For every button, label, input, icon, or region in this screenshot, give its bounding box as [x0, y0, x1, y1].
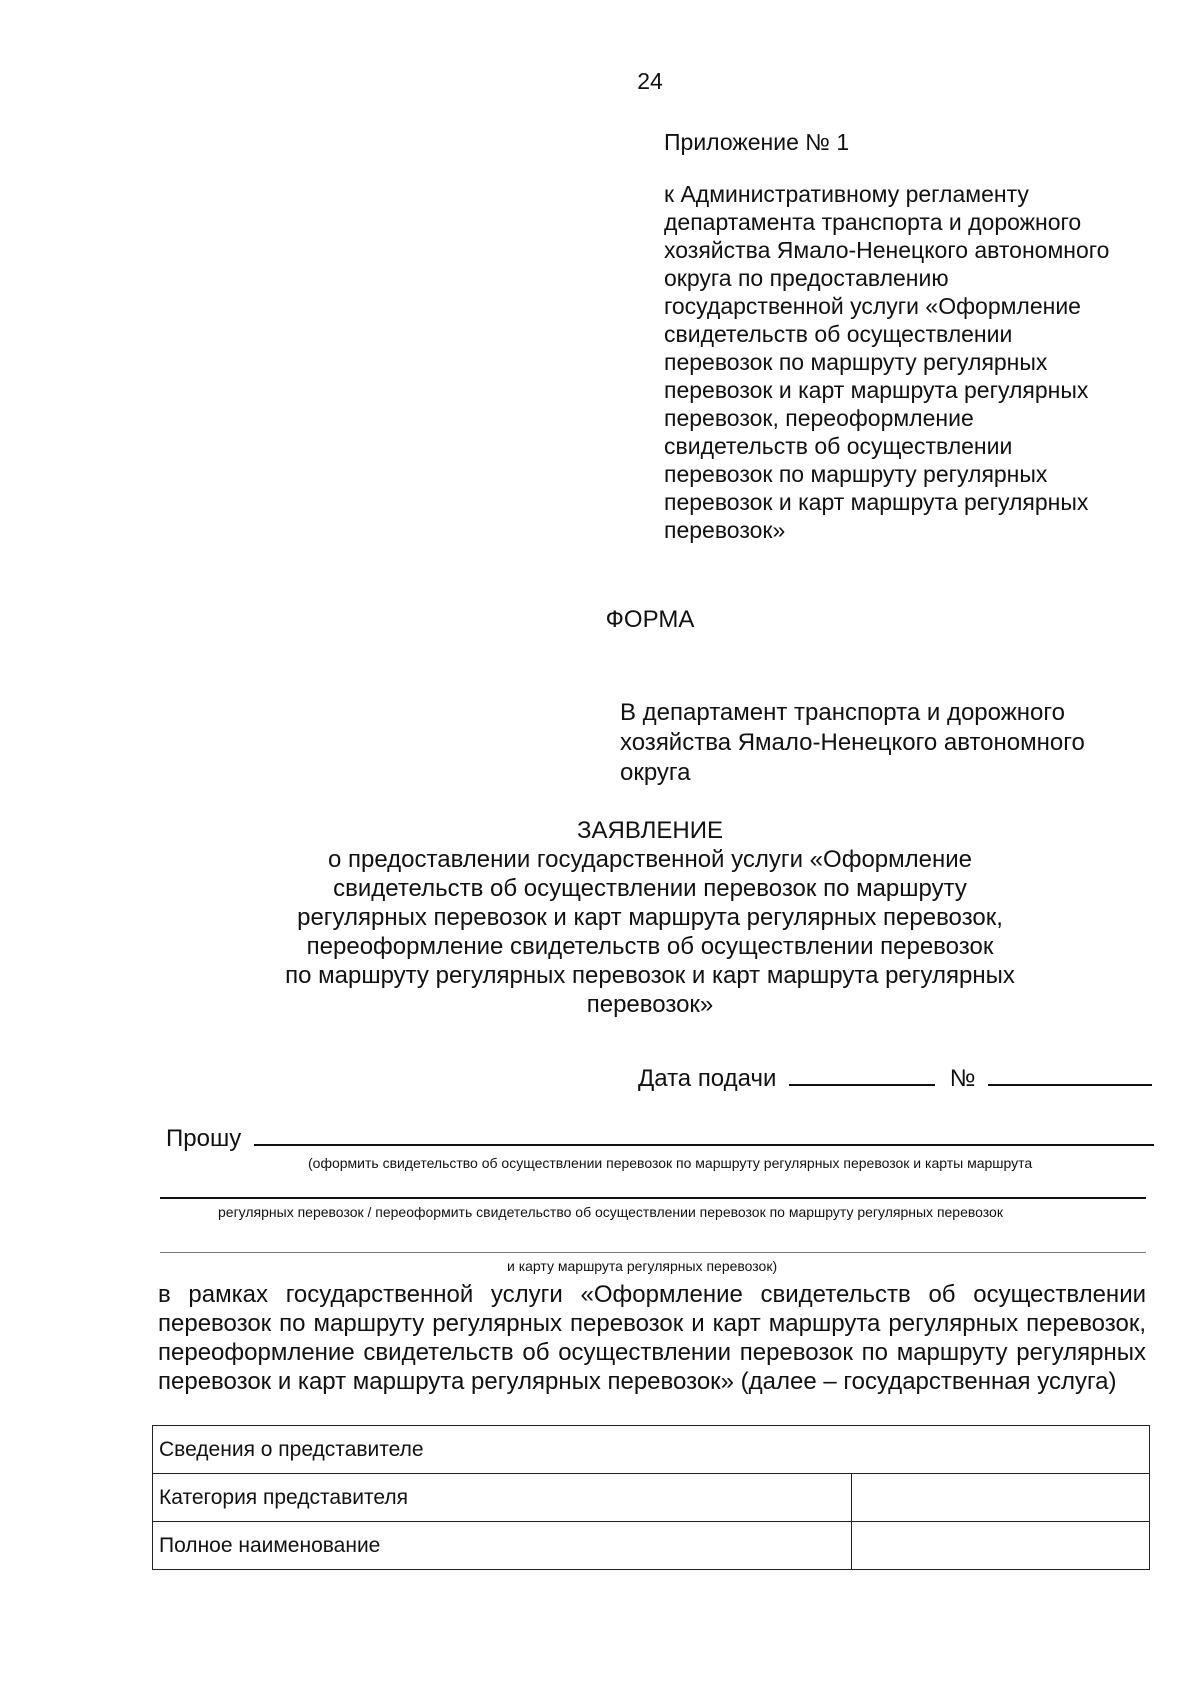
appendix-line: свидетельств об осуществлении: [664, 321, 1013, 347]
request-hint: регулярных перевозок / переоформить свидетельство об осуществлении перевозок по маршруту регулярных перевозок: [218, 1204, 1003, 1220]
addressee-line: хозяйства Ямало-Ненецкого автономного: [620, 729, 1085, 756]
number-field[interactable]: [988, 1062, 1152, 1086]
statement-line: о предоставлении государственной услуги «Оформление: [328, 846, 972, 873]
request-field-line-3[interactable]: [160, 1252, 1146, 1253]
table-row: [153, 1474, 1150, 1522]
request-hint: (оформить свидетельство об осуществлении перевозок по маршруту регулярных перевозок и карты маршрута: [308, 1155, 1033, 1171]
appendix-line: свидетельств об осуществлении: [664, 433, 1013, 459]
appendix-block: [664, 128, 1164, 544]
appendix-line: перевозок, переоформление: [664, 405, 974, 431]
statement-line: регулярных перевозок и карт маршрута регулярных перевозок,: [297, 904, 1003, 931]
appendix-line: перевозок по маршруту регулярных: [664, 349, 1048, 375]
statement-title: ЗАЯВЛЕНИЕ: [577, 817, 723, 844]
appendix-line: к Административному регламенту: [664, 181, 1029, 207]
request-row: [166, 1122, 1154, 1153]
row-label: Полное наименование: [153, 1522, 852, 1570]
addressee-block: [620, 698, 1140, 788]
page-number: 24: [637, 68, 663, 94]
request-field[interactable]: [254, 1122, 1154, 1146]
appendix-line: государственной услуги «Оформление: [664, 293, 1081, 319]
body-paragraph: в рамках государственной услуги «Оформление свидетельств об осуществлении перевозок по маршруту регулярных перевозок и карт маршрута регулярных перевозок, переоформление свидетельств об осуществлении перевозок по маршруту регулярных перевозок и карт маршрута регулярных перевозок» (далее – государственная услуга): [158, 1281, 1146, 1395]
number-label: №: [949, 1065, 976, 1092]
appendix-line: департамента транспорта и дорожного: [664, 209, 1082, 235]
row-value[interactable]: [852, 1474, 1150, 1522]
statement-line: свидетельств об осуществлении перевозок по маршруту: [333, 875, 967, 902]
appendix-line: округа по предоставлению: [664, 265, 949, 291]
appendix-line: перевозок по маршруту регулярных: [664, 461, 1048, 487]
request-field-line-2[interactable]: [160, 1197, 1146, 1199]
addressee-line: округа: [620, 759, 691, 786]
table-header-cell: Сведения о представителе: [153, 1426, 1150, 1474]
addressee-line: В департамент транспорта и дорожного: [620, 699, 1065, 726]
representative-table: [152, 1425, 1150, 1570]
request-hint: и карту маршрута регулярных перевозок): [507, 1258, 778, 1274]
date-field[interactable]: [789, 1062, 935, 1086]
statement-line: перевозок»: [586, 991, 714, 1018]
statement-line: по маршруту регулярных перевозок и карт маршрута регулярных: [285, 962, 1015, 989]
request-label: Прошу: [166, 1125, 242, 1152]
table-row: [153, 1426, 1150, 1474]
statement-heading: [200, 816, 1100, 1019]
form-label: ФОРМА: [605, 606, 695, 633]
appendix-line: перевозок»: [664, 517, 786, 543]
appendix-line: перевозок и карт маршрута регулярных: [664, 377, 1089, 403]
row-label: Категория представителя: [153, 1474, 852, 1522]
statement-line: переоформление свидетельств об осуществлении перевозок: [306, 933, 994, 960]
submission-row: [638, 1062, 1152, 1093]
appendix-title: Приложение № 1: [664, 129, 850, 155]
appendix-line: перевозок и карт маршрута регулярных: [664, 489, 1089, 515]
table-row: [153, 1522, 1150, 1570]
date-label: Дата подачи: [638, 1065, 777, 1092]
row-value[interactable]: [852, 1522, 1150, 1570]
appendix-line: хозяйства Ямало-Ненецкого автономного: [664, 237, 1110, 263]
